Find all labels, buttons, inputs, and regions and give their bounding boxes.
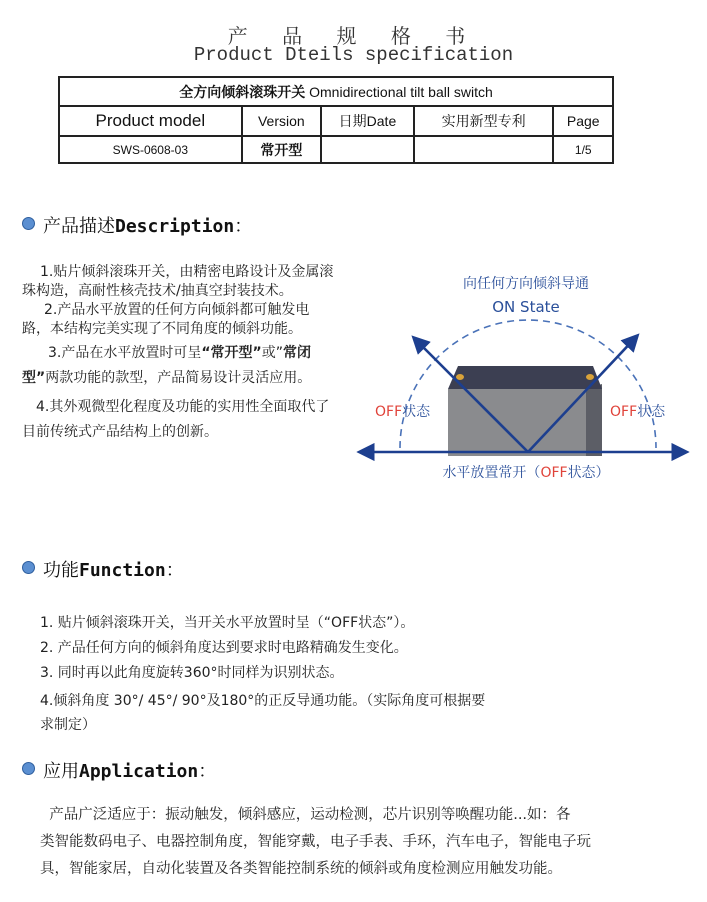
function-list [40,611,680,738]
application-heading-en: Application [79,761,199,782]
application-line-1: 产品广泛适应于：振动触发，倾斜感应，运动检测，芯片识别等唤醒功能...如：各 [40,807,571,823]
horizontal-off-label-c: 状态） [567,465,610,481]
ball-contact-left-icon [456,374,464,380]
description-p4: 4.其外观微型化程度及功能的实用性全面取代了目前传统式产品结构上的创新。 [22,399,330,440]
value-page: 1/5 [553,136,613,163]
header-patent: 实用新型专利 [414,106,554,136]
description-p3 [22,341,334,391]
application-heading-suffix: ： [198,761,217,782]
application-body [40,802,670,883]
ball-contact-right-icon [586,374,594,380]
application-line-3: 具，智能家居，自动化装置及各类智能控制系统的倾斜或角度检测应用触发功能。 [40,861,562,877]
value-product-model: SWS-0608-03 [59,136,242,163]
bullet-dot-icon [22,217,35,230]
product-title-cn: 全方向倾斜滚珠开关 [179,83,306,100]
application-line-2: 类智能数码电子、电器控制角度，智能穿戴，电子手表、手环，汽车电子，智能电子玩 [40,834,591,850]
off-label-right-en: OFF [610,404,638,420]
application-heading-cn: 应用 [43,761,79,782]
bullet-dot-icon [22,561,35,574]
switch-box-side [586,384,602,456]
product-title-cell [59,77,613,106]
description-heading-cn: 产品描述 [43,216,115,237]
function-item-4-cont: 求制定） [40,717,96,733]
description-p2: 2.产品水平放置的任何方向倾斜都可触发电路，本结构完美实现了不同角度的倾斜功能。 [22,302,310,337]
off-label-left-en: OFF [375,404,403,420]
description-p3-d: 常闭型” [22,345,312,386]
function-heading [22,556,184,582]
off-label-left [375,404,431,420]
description-body [22,263,334,445]
spec-table [58,76,614,164]
header-date: 日期Date [321,106,414,136]
header-product-model: Product model [59,106,242,136]
tilt-diagram [350,266,695,486]
value-patent [414,136,554,163]
function-item-4: 4.倾斜角度 30°/ 45°/ 90°及180°的正反导通功能。（实际角度可根据要 [40,693,486,709]
description-p1: 1.贴片倾斜滚珠开关，由精密电路设计及金属滚珠构造，高耐性核壳技术/抽真空封装技术。 [22,264,334,299]
description-heading-en: Description [115,216,235,237]
document-title-cn: 产 品 规 格 书 [227,24,480,48]
document-title-en: Product Dteils specification [193,44,514,66]
description-p3-e: 两款功能的款型，产品简易设计灵活应用。 [45,370,312,386]
on-state-label-cn: 向任何方向倾斜导通 [463,276,589,292]
switch-box-top [448,366,602,389]
header-version: Version [242,106,321,136]
description-p3-b: “常开型” [201,345,262,361]
product-title-en: Omnidirectional tilt ball switch [309,83,493,100]
header-page: Page [553,106,613,136]
bullet-dot-icon [22,762,35,775]
function-item-2: 2. 产品任何方向的倾斜角度达到要求时电路精确发生变化。 [40,640,408,656]
description-heading [22,212,252,238]
value-date [321,136,414,163]
value-version: 常开型 [242,136,321,163]
description-heading-suffix: ： [234,216,253,237]
function-heading-en: Function [79,560,166,581]
horizontal-off-label [442,464,609,481]
off-label-right-cn: 状态 [637,404,666,420]
description-p3-a: 3.产品在水平放置时可呈 [48,345,202,361]
off-label-left-cn: 状态 [402,404,431,420]
function-item-3: 3. 同时再以此角度旋转360°时同样为识别状态。 [40,665,344,681]
function-heading-suffix: ： [165,560,184,581]
application-heading [22,757,216,783]
off-label-right [610,404,666,420]
description-p3-c: 或” [261,345,284,361]
horizontal-off-label-a: 水平放置常开（ [442,465,541,481]
function-heading-cn: 功能 [43,560,79,581]
horizontal-off-label-b: OFF [540,465,568,481]
function-item-1: 1. 贴片倾斜滚珠开关，当开关水平放置时呈（“OFF状态”）。 [40,615,415,631]
on-state-label-en: ON State [492,298,560,316]
